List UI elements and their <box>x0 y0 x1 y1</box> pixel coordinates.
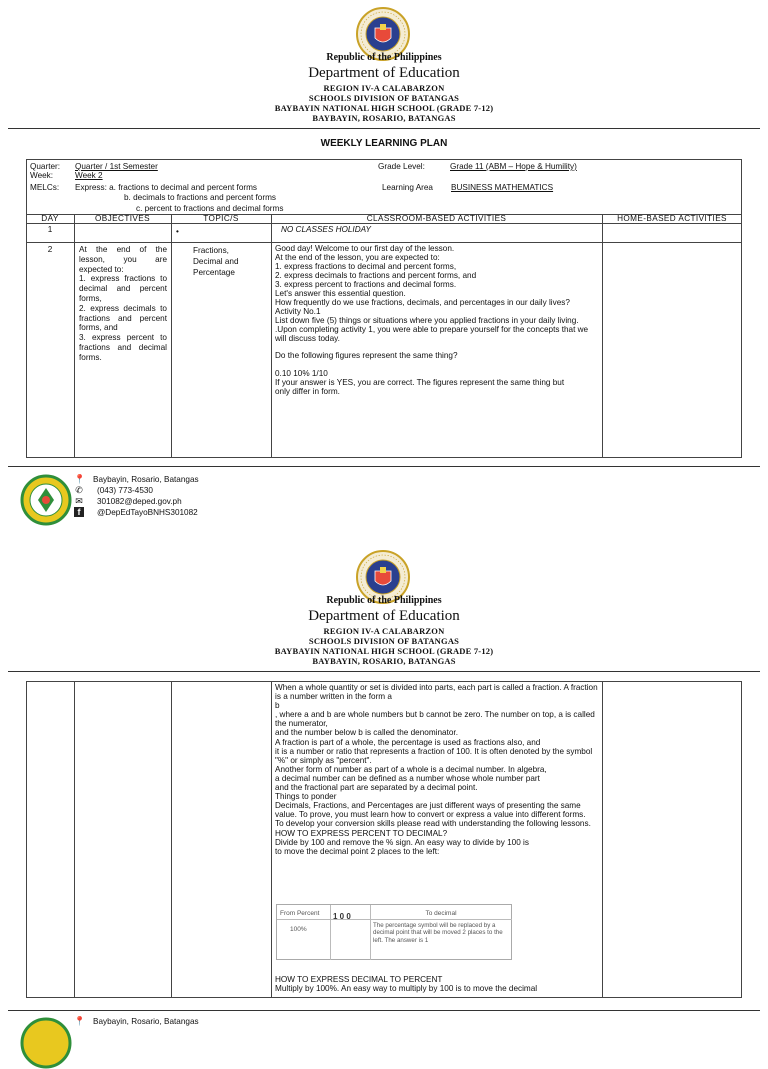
footer-facebook: @DepEdTayoBNHS301082 <box>97 508 198 517</box>
p2-activities: When a whole quantity or set is divided into parts, each part is called a fraction. A fraction is a number written in the form a b , where a and b are whole numbers but b cannot be zero. The number on top, a is called the numerator, and the number below b is called the denominator. A fraction is part of a whole, the percentage is used as fractions also, and it is a number or ratio that represents a fraction of 100. It is often denoted by the symbol "%" or simply as "percent". Another form of number as part of a whole is a decimal number. In algebra, a decimal number can be defined as a number whose whole number part and the fractional part are separated by a decimal point. Things to ponder Decimals, Fractions, and Percentages are just different ways of presenting the same value. To prove, you must learn how to convert or express a value into different forms. To develop your conversion skills please read with understanding the following lessons. HOW TO EXPRESS PERCENT TO DECIMAL? Divide by 100 and remove the % sign. An easy way to divide by 100 is to move the decimal point 2 places to the left: <box>275 683 598 856</box>
footer-divider <box>8 466 760 467</box>
school-logo-p2 <box>20 1017 72 1069</box>
week-value: Week 2 <box>75 171 103 180</box>
header-divider-p2 <box>8 671 760 672</box>
footer-address: Baybayin, Rosario, Batangas <box>93 475 199 484</box>
melcs-a: Express: a. fractions to decimal and percent forms <box>75 183 258 192</box>
footer-divider-p2 <box>8 1010 760 1011</box>
footer-address-p2: Baybayin, Rosario, Batangas <box>93 1017 199 1026</box>
day-1: 1 <box>47 225 53 234</box>
school-logo <box>20 474 72 526</box>
col-objectives: OBJECTIVES <box>95 214 150 223</box>
facebook-icon: f <box>74 507 84 517</box>
conversion-note: The percentage symbol will be replaced by a decimal point that will be moved 2 places to the left. The answer is 1 <box>373 922 503 944</box>
region-line: REGION IV-A CALABARZON <box>323 83 445 93</box>
area-label: Learning Area <box>382 183 433 192</box>
division-line-p2: SCHOOLS DIVISION OF BATANGAS <box>308 636 460 646</box>
header-divider <box>8 128 760 129</box>
grade-value: Grade 11 (ABM – Hope & Humility) <box>450 162 577 171</box>
col-classroom: CLASSROOM-BASED ACTIVITIES <box>366 214 507 223</box>
area-value: BUSINESS MATHEMATICS <box>451 183 554 192</box>
department-title-p2: Department of Education <box>308 608 460 624</box>
day2-activities: Good day! Welcome to our first day of the lesson. At the end of the lesson, you are expected to: 1. express fractions to decimal and percent forms, 2. express decimals to fractions and percent forms, and 3. express percent to fractions and decimal forms. Let's answer this essential question. How frequently do we use fractions, decimals, and percentages in our daily lives? Activity No.1 List down five (5) things or situations where you applied fractions in your daily living. .Upon completing activity 1, you were able to prepare yourself for the concepts that we will discuss today. Do the following figures represent the same thing? 0.10 10% 1/10 If your answer is YES, you are correct. The figures represent the same thing but only differ in form. <box>275 244 589 397</box>
day1-activity: NO CLASSES HOLIDAY <box>281 225 371 234</box>
school-line: BAYBAYIN NATIONAL HIGH SCHOOL (GRADE 7-12) <box>274 103 494 113</box>
page-title: WEEKLY LEARNING PLAN <box>320 138 448 149</box>
grade-label: Grade Level: <box>378 162 425 171</box>
quarter-label: Quarter: <box>30 162 61 171</box>
week-label: Week: <box>30 171 54 180</box>
conversion-value: 100% <box>290 926 307 933</box>
footer-phone: (043) 773-4530 <box>97 486 153 495</box>
address-line-p2: BAYBAYIN, ROSARIO, BATANGAS <box>312 656 456 666</box>
p2-activities-tail: HOW TO EXPRESS DECIMAL TO PERCENT Multiply by 100%. An easy way to multiply by 100 is to move the decimal <box>275 975 538 994</box>
day1-bullet: • <box>176 227 179 236</box>
school-line-p2: BAYBAYIN NATIONAL HIGH SCHOOL (GRADE 7-12) <box>274 646 494 656</box>
republic-line-p2: Republic of the Philippines <box>326 595 442 606</box>
conversion-steps: 1 0 0 <box>333 912 351 921</box>
email-icon: ✉ <box>75 496 83 506</box>
col-topics: TOPIC/S <box>203 214 239 223</box>
footer-email: 301082@deped.gov.ph <box>97 497 182 506</box>
day2-topics: Fractions, Decimal and Percentage <box>193 246 239 277</box>
col-day: DAY <box>41 214 59 223</box>
address-line: BAYBAYIN, ROSARIO, BATANGAS <box>312 113 456 123</box>
location-icon: 📍 <box>74 474 86 484</box>
phone-icon: ✆ <box>75 485 83 495</box>
day-2: 2 <box>47 245 53 254</box>
department-title: Department of Education <box>308 65 460 81</box>
conversion-from-header: From Percent <box>280 910 320 917</box>
republic-line: Republic of the Philippines <box>326 52 442 63</box>
melcs-b: b. decimals to fractions and percent forms <box>124 193 276 202</box>
location-icon-p2: 📍 <box>74 1016 86 1026</box>
quarter-value: Quarter / 1st Semester <box>75 162 158 171</box>
melcs-c: c. percent to fractions and decimal forms <box>136 204 284 213</box>
col-home: HOME-BASED ACTIVITIES <box>617 214 727 223</box>
region-line-p2: REGION IV-A CALABARZON <box>323 626 445 636</box>
day2-objectives: At the end of the lesson, you are expected to: 1. express fractions to decimal and percent forms, 2. express decimals to fractions and percent forms, and 3. express percent to fractions and decimal forms. <box>79 245 167 362</box>
division-line: SCHOOLS DIVISION OF BATANGAS <box>308 93 460 103</box>
melcs-label: MELCs: <box>30 183 60 192</box>
conversion-to-header: To decimal <box>425 910 457 917</box>
